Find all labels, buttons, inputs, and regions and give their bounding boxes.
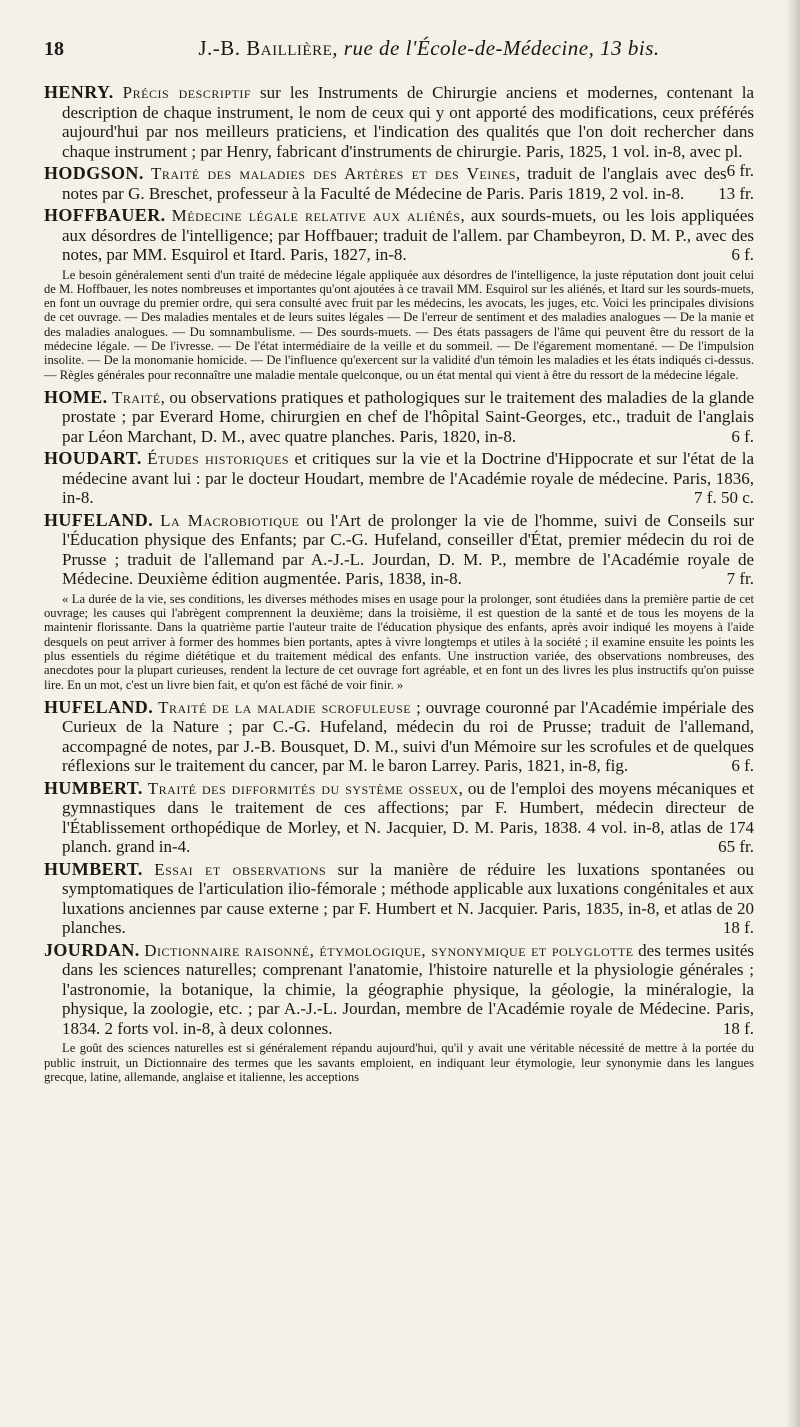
catalog-entry	[44, 164, 754, 203]
entry-title: Traité des maladies des Artères et des Veines	[150, 164, 516, 183]
entry-note: Le besoin généralement senti d'un traité de médecine légale appliquée aux désordres de l'intelligence, la juste réputation dont jouit celui de M. Hoffbauer, les notes nombreuses et importantes qu'ont ajoutées à ce travail MM. Esquirol sur les aliénés, et Itard sur les sourds-muets, en font un ouvrage du premier ordre, qui sera consulté avec fruit par les médecins, les avocats, les juges, etc. Voici les principales divisions de cet ouvrage. — Des maladies mentales et de leurs suites légales — De l'erreur de sentiment et des maladies analogues — De la manie et des maladies analogues. — Du somnambulisme. — Des sourds-muets. — Des états passagers de l'âme qui peuvent être du ressort de la médecine légale. — De l'ivresse. — De l'état intermédiaire de la veille et du sommeil. — De l'égarement momentané. — De l'impulsion insolite. — De la monomanie homicide. — De l'influence qu'exercent sur la validité d'un témoin les maladies et les états indiqués ci-dessus. — Règles générales pour reconnaître une maladie mentale quelconque, ou un état mental qui vient à être du ressort de la médecine légale.	[44, 267, 754, 382]
entry-description: , ou de l'emploi des moyens mécaniques et gymnastiques dans le traitement de ces affections; par F. Humbert, médecin directeur de l'Établissement orthopédique de Morley, et N. Jacquier, D. M. Paris, 1838. 4 vol. in-8, atlas de 174 planch. grand in-4.	[62, 778, 754, 857]
entry-title: La Macrobiotique	[160, 510, 300, 530]
catalog-entry	[44, 860, 754, 938]
entry-price: 18 f.	[722, 918, 754, 938]
entry-price: 13 fr.	[718, 183, 754, 203]
entry-author: HUFELAND.	[44, 509, 154, 530]
catalog-entry	[44, 511, 754, 589]
entry-description: , traduit de l'anglais avec des notes par G. Breschet, professeur à la Faculté de Médecine de Paris. Paris 1819, 2 vol. in-8.	[62, 164, 727, 203]
entry-description: , aux sourds-muets, ou les lois appliquées aux désordres de l'intelligence; par Hoffbauer; traduit de l'allem. par Chambeyron, D. M. P., avec des notes, par MM. Esquirol et Itard. Paris, 1827, in-8.	[62, 206, 755, 264]
entry-description: ; ouvrage couronné par l'Académie impériale des Curieux de la Nature ; par C.-G. Hufeland, médecin du roi de Prusse; traduit de l'allemand, accompagné de notes, par J.-B. Bousquet, D. M., suivi d'un Mémoire sur les scrofules et de quelques réflexions sur le traitement du cancer, par M. le baron Larrey. Paris, 1821, in-8, fig.	[62, 697, 755, 776]
entry-author: HUFELAND.	[44, 696, 154, 717]
entry-price: 7 f. 50 c.	[694, 488, 754, 508]
catalog-entry	[44, 779, 754, 857]
entry-author: HUMBERT.	[44, 858, 143, 879]
catalog-entry	[44, 698, 754, 776]
entry-author: JOURDAN.	[44, 939, 140, 960]
entry-title: Traité des difformités du système osseux	[147, 778, 459, 798]
entry-note: Le goût des sciences naturelles est si généralement répandu aujourd'hui, qu'il y avait une véritable nécessité de mettre à la portée du public instruit, un Dictionnaire des termes que les savants emploient, en indiquant leur étymologie, leur synonymie dans les langues grecque, latine, allemande, anglaise et italienne, les acceptions	[44, 1041, 754, 1085]
entry-author: HOUDART.	[44, 448, 142, 469]
catalog-entry	[44, 941, 754, 1039]
catalog-entry	[44, 388, 754, 447]
entry-description: et critiques sur la vie et la Doctrine d'Hippocrate et sur l'état de la médecine avant lui : par le docteur Houdart, membre de l'Académie royale de médecine. Paris, 1836, in-8.	[62, 449, 754, 508]
entry-price: 6 f.	[731, 756, 754, 776]
entry-note: « La durée de la vie, ses conditions, les diverses méthodes mises en usage pour la prolonger, sont étudiées dans la première partie de cet ouvrage; les causes qui l'abrègent comprennent la deuxième; dans la troisième, il est question de la santé et de tous les moyens de la maintenir florissante. Dans la quatrième partie l'auteur traite de l'éducation physique des enfants, après avoir indiqué les moyens à l'aide desquels on peut arriver à former des hommes bien portants, aptes à vivre longtemps et utiles à la société ; il examine ensuite les points les plus essentiels du régime diététique et du traitement médical des enfants. Une instruction variée, des observations nombreuses, des anecdotes pour la plupart curieuses, rendent la lecture de cet ouvrage fort agréable, et en font un des livres les plus instructifs qu'on puisse lire. En un mot, c'est un livre bien fait, et qu'on est fâché de voir finir. »	[44, 591, 754, 692]
page-number: 18	[44, 38, 64, 60]
entry-price: 6 fr.	[726, 161, 754, 180]
entry-title: Études historiques	[147, 449, 290, 469]
entry-price: 65 fr.	[718, 837, 754, 857]
entry-author: HUMBERT.	[44, 777, 143, 798]
entry-description: sur les Instruments de Chirurgie anciens et modernes, contenant la description de chaque instrument, le nom de ceux qui y ont apporté des modifications, ceux préférés aujourd'hui par nos meilleurs praticiens, et l'indication des qualités que l'on doit rechercher dans chaque instrument ; par Henry, fabricant d'instruments de chirurgie. Paris, 1825, 1 vol. in-8, avec pl.	[62, 83, 755, 161]
entry-price: 7 fr.	[726, 569, 754, 589]
entry-author: HODGSON.	[44, 163, 144, 183]
catalog-entries	[44, 83, 754, 1084]
catalog-entry	[44, 206, 754, 265]
publisher-name: J.-B. Baillière	[198, 36, 333, 60]
entry-price: 6 f.	[731, 426, 754, 446]
catalog-entry	[44, 449, 754, 508]
entry-author: HOME.	[44, 386, 108, 407]
entry-author: HENRY.	[44, 82, 114, 102]
entry-description: ou l'Art de prolonger la vie de l'homme, suivi de Conseils sur l'Éducation physique des Enfants; par C.-G. Hufeland, conseiller d'État, premier médecin du roi de Prusse ; traduit de l'allemand par A.-J.-L. Jourdan, D. M. P., membre de l'Académie royale de Médecine. Deuxième édition augmentée. Paris, 1838, in-8.	[62, 510, 754, 589]
entry-title: Traité de la maladie scrofuleuse	[158, 697, 412, 717]
entry-description: , ou observations pratiques et pathologiques sur le traitement des maladies de la glande prostate ; par Everard Home, chirurgien en chef de l'hôpital Saint-Georges, etc., traduit de l'anglais par Léon Marchant, D. M., avec quatre planches. Paris, 1820, in-8.	[62, 387, 755, 446]
running-head	[44, 36, 754, 61]
entry-title: Précis descriptif	[122, 83, 251, 102]
entry-price: 18 f.	[722, 1018, 754, 1038]
entry-title: Dictionnaire raisonné, étymologique, synonymique et polyglotte	[144, 940, 634, 960]
entry-title: Traité	[111, 387, 161, 407]
entry-price: 6 f.	[731, 245, 754, 264]
running-title	[104, 36, 754, 61]
entry-title: Médecine légale relative aux aliénés	[171, 206, 461, 225]
entry-description: des termes usités dans les sciences naturelles; comprenant l'anatomie, l'histoire naturelle et la physiologie générales ; l'astronomie, la botanique, la chimie, la géographie physique, la géologie, la minéralogie, la physique, la zoologie, etc. ; par A.-J.-L. Jourdan, membre de l'Académie royale de Médecine. Paris, 1834. 2 forts vol. in-8, à deux colonnes.	[62, 940, 754, 1038]
entry-author: HOFFBAUER.	[44, 205, 166, 225]
entry-title: Essai et observations	[154, 859, 327, 879]
entry-description: sur la manière de réduire les luxations spontanées ou symptomatiques de l'articulation ilio-fémorale ; méthode applicable aux luxations congénitales et aux luxations anciennes par cause externe ; par F. Humbert et N. Jacquier. Paris, 1835, in-8, et atlas de 20 planches.	[62, 859, 755, 938]
publisher-address: , rue de l'École-de-Médecine, 13 bis.	[332, 36, 660, 60]
